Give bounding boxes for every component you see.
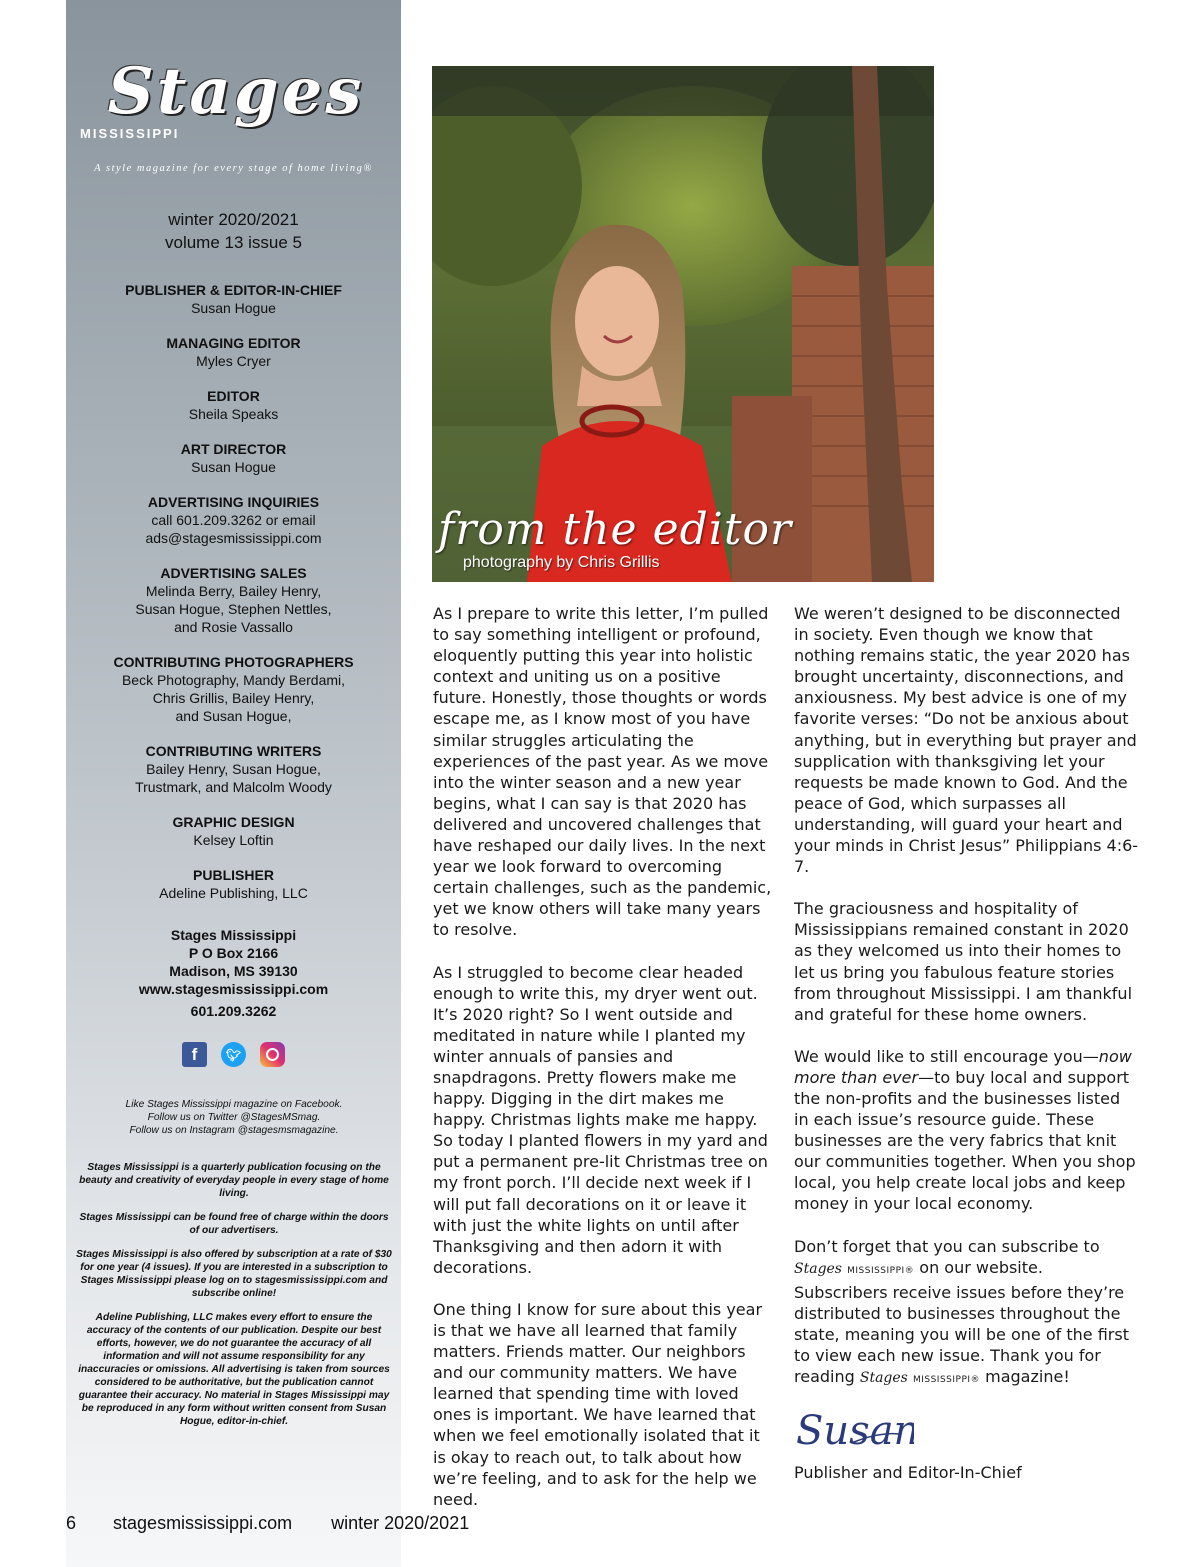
address-phone: 601.209.3262 (190, 1003, 277, 1019)
staff-role: EDITOR (207, 388, 260, 404)
page-number: 6 (66, 1513, 77, 1533)
staff-name: ads@stagesmississippi.com (145, 530, 322, 546)
photo-title: from the editor (438, 504, 793, 555)
staff-block (66, 813, 401, 849)
staff-name: Trustmark, and Malcolm Woody (135, 779, 332, 795)
address-website[interactable]: www.stagesmississippi.com (138, 981, 329, 997)
staff-name: Susan Hogue (191, 300, 276, 316)
issue-info (66, 208, 401, 254)
staff-role: ADVERTISING SALES (160, 565, 307, 581)
address-block (66, 926, 401, 1020)
staff-name: Susan Hogue, Stephen Nettles, (135, 601, 332, 617)
article-paragraph (794, 1046, 1139, 1215)
fine-print-paragraph: Stages Mississippi is also offered by subscription at a rate of $30 for one year (4 issues). If you are interested in a subscription to Stages Mississippi please log on to stagesmississippi.com and subscribe online! (76, 1249, 392, 1299)
social-follow-text (74, 1098, 394, 1137)
staff-role: ART DIRECTOR (180, 441, 287, 457)
social-text-line: Follow us on Instagram @stagesmsmagazine. (129, 1125, 339, 1136)
article-paragraph: We weren’t designed to be disconnected in society. Even though we know that nothing remains static, the year 2020 has brought uncertainty, disconnections, and anxiousness. My best advice is one of my favorite verses: “Do not be anxious about anything, but in everything but prayer and supplication with thanksgiving let your requests be made known to God. And the peace of God, which surpasses all understanding, will guard your heart and your minds in Christ Jesus” Philippians 4:6-7. (794, 604, 1139, 877)
logo-script: Stages (107, 54, 365, 129)
text-run: Don’t forget that you can subscribe to (794, 1236, 1100, 1256)
staff-role: PUBLISHER & EDITOR-IN-CHIEF (125, 282, 342, 298)
tagline: A style magazine for every stage of home living® (94, 163, 373, 174)
brand-caps: MISSISSIPPI® (912, 1375, 981, 1386)
fine-print-paragraph: Stages Mississippi is a quarterly publication focusing on the beauty and creativity of everyday people in every stage of home living. (79, 1162, 389, 1199)
emphasis-text: now more than ever (794, 1046, 1132, 1087)
staff-name: Chris Grillis, Bailey Henry, (152, 690, 315, 706)
text-run: We would like to still encourage you— (794, 1046, 1099, 1066)
brand-script: Stages (794, 1260, 842, 1277)
text-run: —to buy local and support the non-profits and the businesses listed in each issue’s resource guide. These businesses are the very fabrics that knit our communities together. When you shop local, you help create local jobs and keep money in your local economy. (794, 1067, 1136, 1214)
social-text-line: Follow us on Twitter @StagesMSmag. (147, 1112, 321, 1123)
staff-name: call 601.209.3262 or email (151, 512, 316, 528)
staff-block (66, 742, 401, 796)
fine-print (74, 1161, 394, 1439)
footer-issue: winter 2020/2021 (331, 1513, 470, 1533)
facebook-icon[interactable]: f (182, 1042, 207, 1067)
signature-title: Publisher and Editor-In-Chief (794, 1463, 1022, 1483)
article-paragraph: As I struggled to become clear headed enough to write this, my dryer went out. It’s 2020 right? So I went outside and meditated in nature while I planted my winter annuals of pansies and snapdragons. Pretty flowers make me happy. Digging in the dirt makes me happy. Christmas lights make me happy. So today I planted flowers in my yard and put a permanent pre-lit Christmas tree on my front porch. I’ll decide next week if I will put fall decorations on it or leave it with just the white lights on until after Thanksgiving and then adorn it with decorations. (433, 962, 768, 1277)
article-paragraph: As I prepare to write this letter, I’m pulled to say something intelligent or profound, eloquently putting this year into holistic context and uniting us on a positive future. Honestly, those thoughts or words escape me, as I know most of you have similar struggles articulating the experiences of the past year. As we move into the winter season and a new year begins, what I can say is that 2020 has delivered and uncovered challenges that have reshaped our daily lives. In the next year we look forward to overcoming certain challenges, such as the pandemic, yet we know others will take many years to resolve. (433, 604, 772, 940)
masthead-sidebar (66, 0, 401, 1567)
article-column-2 (794, 603, 1139, 1483)
staff-name: Bailey Henry, Susan Hogue, (146, 761, 321, 777)
issue-volume: volume 13 issue 5 (164, 233, 303, 252)
staff-block (66, 334, 401, 370)
address-name: Stages Mississippi (170, 927, 297, 943)
editor-signature (794, 1402, 1139, 1462)
article-column-1 (433, 603, 775, 1531)
staff-name: Kelsey Loftin (193, 832, 274, 848)
staff-name: and Rosie Vassallo (174, 619, 293, 635)
address-box: P O Box 2166 (188, 945, 279, 961)
logo-subtitle: MISSISSIPPI (80, 126, 180, 141)
brand-caps: MISSISSIPPI® (847, 1265, 915, 1276)
staff-name: and Susan Hogue, (175, 708, 292, 724)
staff-name: Beck Photography, Mandy Berdami, (121, 672, 346, 688)
article-paragraph: The graciousness and hospitality of Mississippians remained constant in 2020 as they welcomed us into their homes to let us bring you fabulous feature stories from throughout Mississippi. I am thankful and grateful for these home owners. (794, 899, 1133, 1024)
staff-role: CONTRIBUTING WRITERS (145, 743, 322, 759)
photo-credit: photography by Chris Grillis (463, 554, 660, 571)
staff-name: Adeline Publishing, LLC (159, 885, 308, 901)
staff-block (66, 387, 401, 423)
twitter-icon[interactable]: 🐦︎ (221, 1042, 246, 1067)
staff-name: Myles Cryer (196, 353, 271, 369)
staff-block (66, 653, 401, 725)
staff-block (66, 440, 401, 476)
article-paragraph: One thing I know for sure about this year is that we have all learned that family matters. Friends matter. Our neighbors and our community matters. We have learned that spending time with loved ones is important. We have learned that when we feel emotionally isolated that it is okay to reach out, to talk about how we’re feeling, and to ask for the help we need. (433, 1299, 763, 1509)
staff-role: GRAPHIC DESIGN (172, 814, 295, 830)
staff-name: Melinda Berry, Bailey Henry, (145, 583, 322, 599)
social-icons (66, 1042, 401, 1067)
page-footer (66, 1513, 469, 1534)
footer-website[interactable]: stagesmississippi.com (113, 1513, 293, 1533)
stages-logo (66, 52, 401, 162)
staff-block (66, 866, 401, 902)
signature-text: Susan (796, 1408, 914, 1455)
fine-print-paragraph: Stages Mississippi can be found free of charge within the doors of our advertisers. (79, 1212, 389, 1236)
address-city: Madison, MS 39130 (169, 963, 298, 979)
staff-role: MANAGING EDITOR (166, 335, 301, 351)
staff-name: Susan Hogue (191, 459, 276, 475)
fine-print-paragraph: Adeline Publishing, LLC makes every effort to ensure the accuracy of the contents of our publication. Despite our best efforts, however, we do not guarantee the accuracy of all information and will not assume responsibility for any inaccuracies or omissions. All advertising is taken from sources considered to be authoritative, but the publication cannot guarantee their accuracy. No material in Stages Mississippi may be reproduced in any form without written consent from Susan Hogue, editor-in-chief. (78, 1312, 390, 1427)
text-run: on our website. Subscribers receive issues before they’re distributed to businesses throughout the state, meaning you will be one of the first to view each new issue. Thank you for reading (794, 1257, 1129, 1387)
staff-block (66, 564, 401, 636)
staff-name: Sheila Speaks (188, 406, 279, 422)
article-paragraph (794, 1236, 1139, 1392)
social-text-line: Like Stages Mississippi magazine on Facebook. (125, 1099, 343, 1110)
editor-photo (432, 66, 934, 582)
brand-script: Stages (859, 1370, 908, 1387)
staff-block (66, 493, 401, 547)
staff-role: CONTRIBUTING PHOTOGRAPHERS (113, 654, 354, 670)
staff-list (66, 281, 401, 919)
staff-block (66, 281, 401, 317)
staff-role: ADVERTISING INQUIRIES (147, 494, 320, 510)
issue-season: winter 2020/2021 (168, 210, 299, 229)
instagram-icon[interactable] (260, 1042, 285, 1067)
staff-role: PUBLISHER (193, 867, 274, 883)
text-run: magazine! (980, 1367, 1070, 1387)
